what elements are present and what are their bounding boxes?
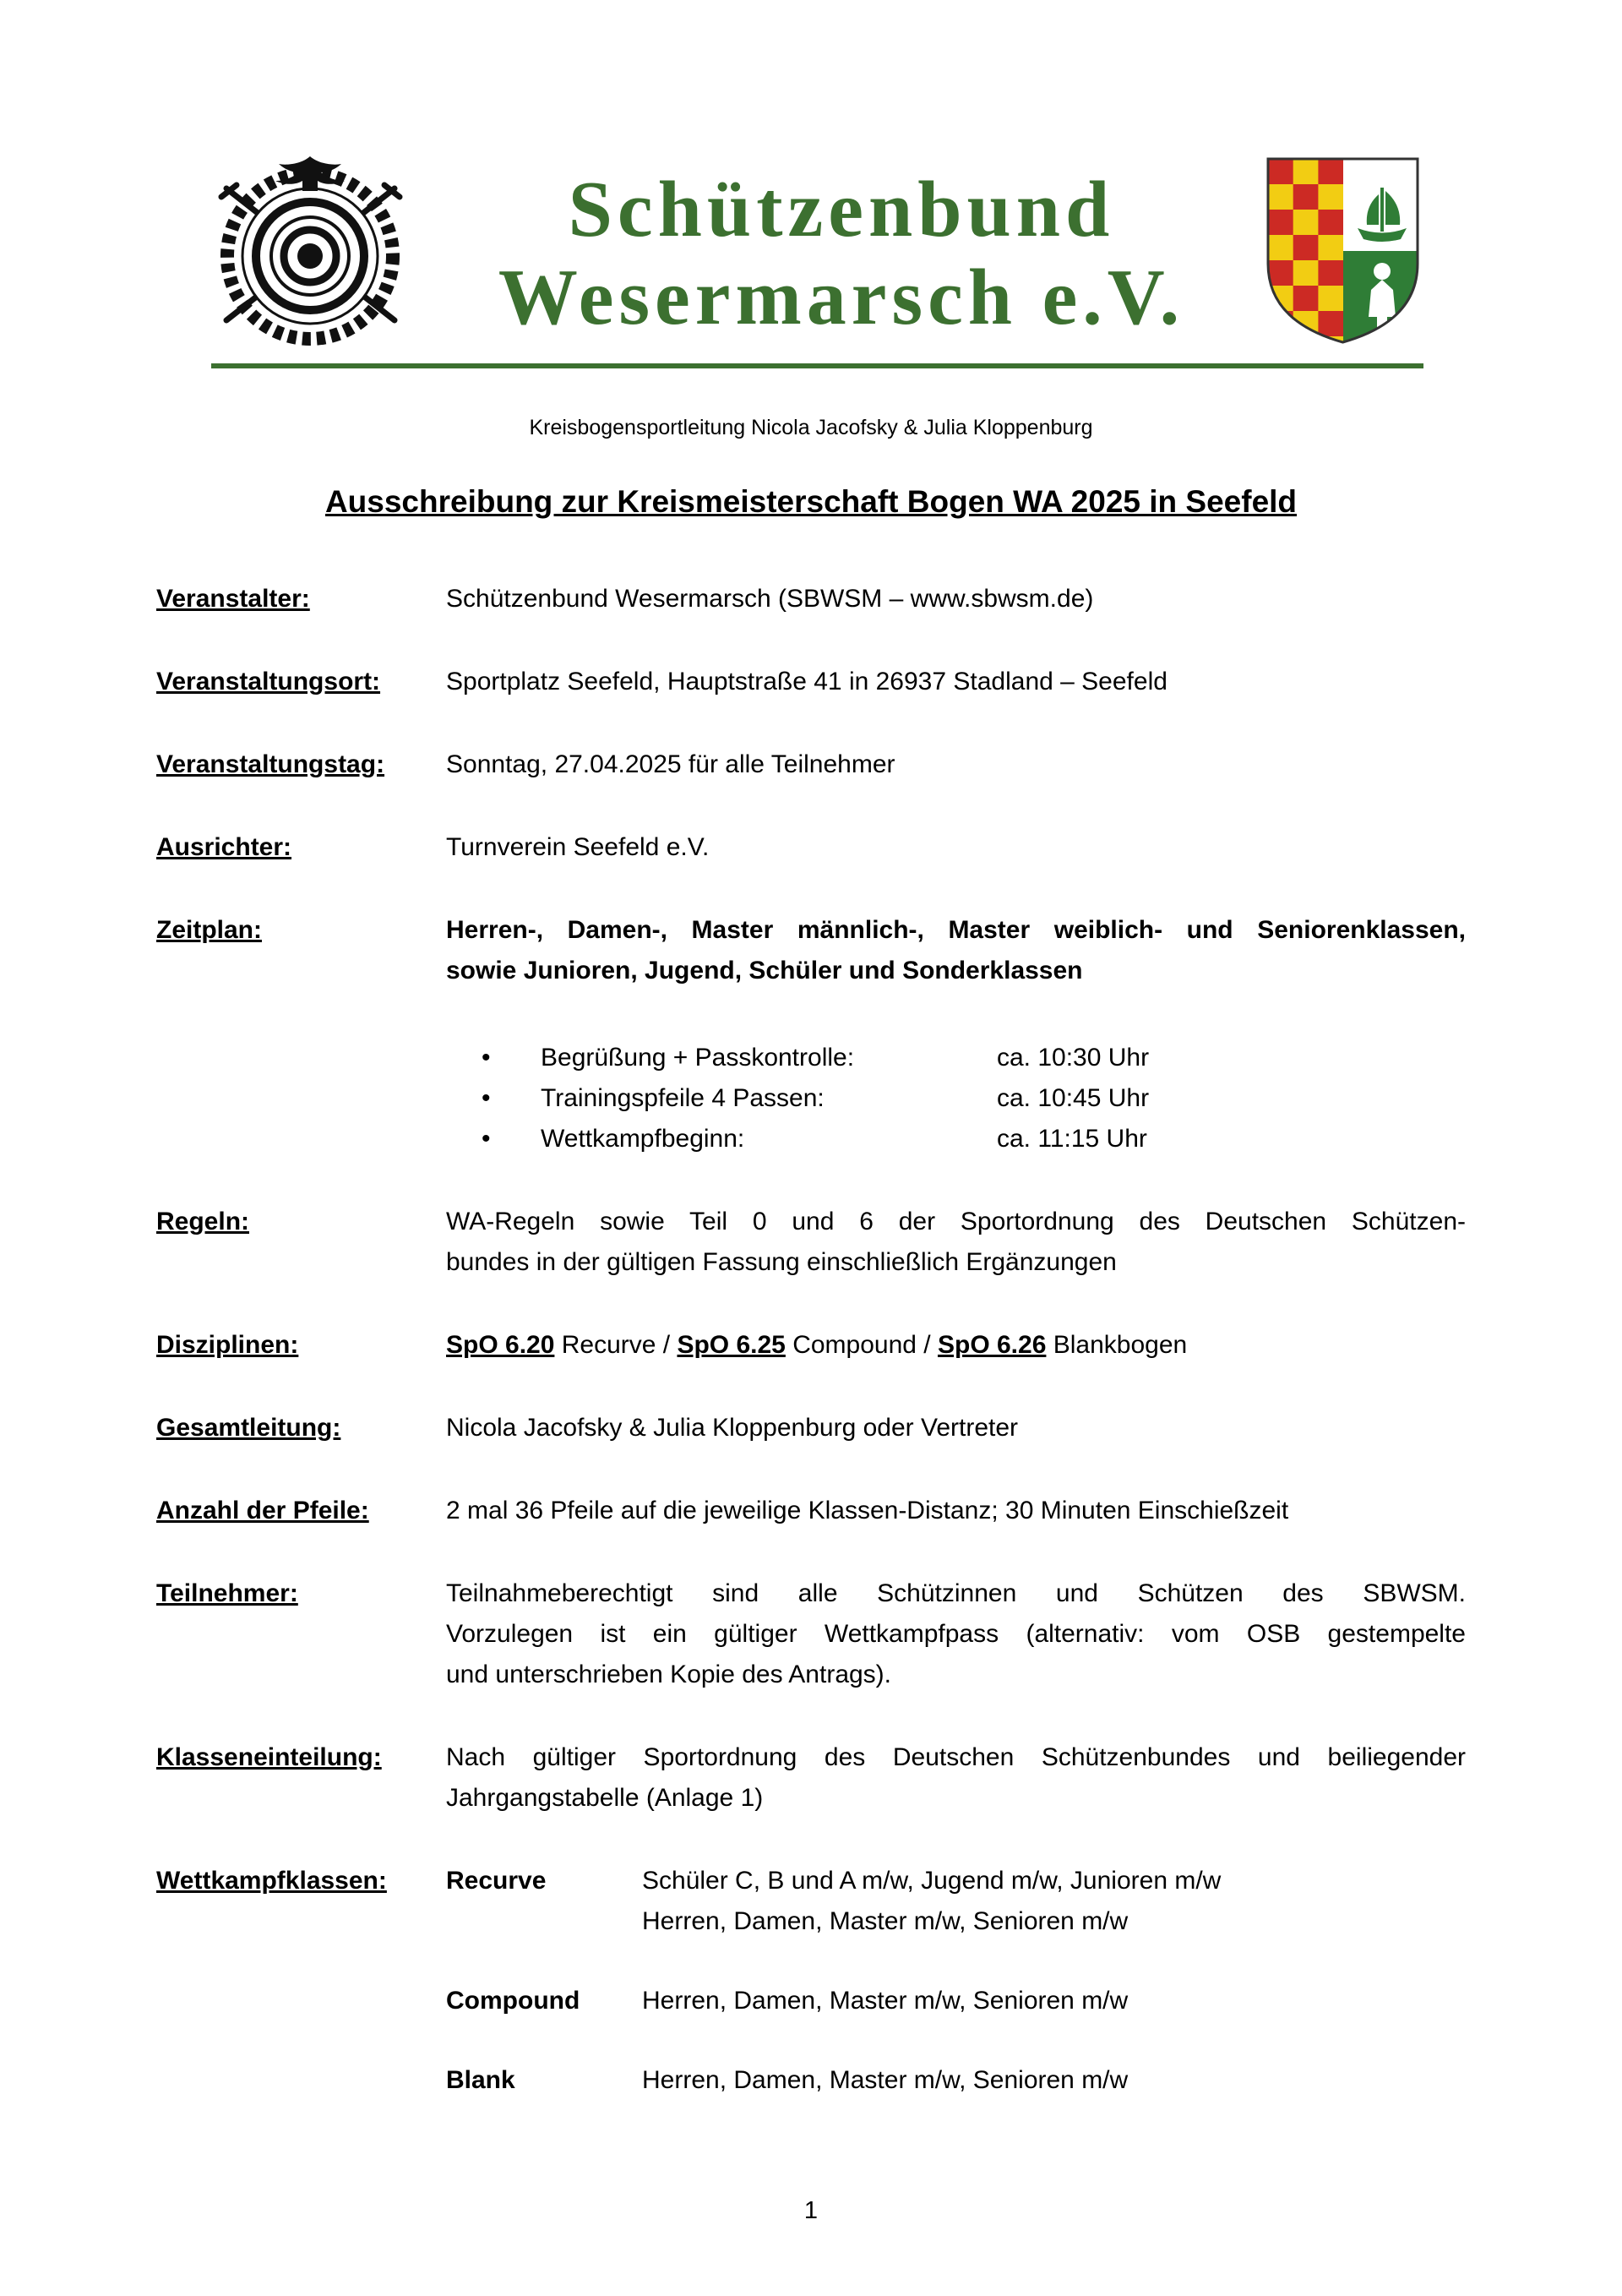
header-divider	[211, 363, 1423, 368]
section-klasseneinteilung	[156, 1737, 1466, 1819]
label-disziplinen: Disziplinen:	[156, 1331, 299, 1359]
text-veranstalter: Schützenbund Wesermarsch (SBWSM – www.sbwsm.de)	[446, 585, 1094, 613]
section-veranstaltungstag	[156, 744, 1466, 785]
class-discipline: Recurve	[446, 1867, 547, 1895]
schedule-item	[446, 1038, 1466, 1078]
zeitplan-heading-line1: Herren-, Damen-, Master männlich-, Master weiblich- und Seniorenklassen,	[446, 916, 1466, 944]
schedule-item	[446, 1119, 1466, 1159]
class-line: Herren, Damen, Master m/w, Senioren m/w	[642, 2066, 1129, 2094]
spo-code: SpO 6.20	[446, 1331, 555, 1359]
section-wettkampfklassen	[156, 1861, 1466, 2101]
section-anzahl-der-pfeile	[156, 1491, 1466, 1531]
schedule-item	[446, 1078, 1466, 1119]
coat-of-arms-icon	[1265, 155, 1421, 352]
text-anzahl-der-pfeile: 2 mal 36 Pfeile auf die jeweilige Klassen-Distanz; 30 Minuten Einschießzeit	[446, 1497, 1289, 1524]
class-discipline: Blank	[446, 2066, 515, 2094]
class-line: Herren, Damen, Master m/w, Senioren m/w	[642, 1907, 1129, 1935]
section-veranstalter	[156, 579, 1466, 619]
teilnehmer-line3: und unterschrieben Kopie des Antrags).	[446, 1661, 892, 1688]
organization-name	[418, 166, 1265, 341]
schedule-list	[446, 1038, 1466, 1159]
regeln-line1: WA-Regeln sowie Teil 0 und 6 der Sportordnung des Deutschen Schützen-	[446, 1208, 1466, 1235]
section-veranstaltungsort	[156, 662, 1466, 702]
section-regeln	[156, 1202, 1466, 1283]
section-teilnehmer	[156, 1573, 1466, 1695]
class-group-compound	[446, 1981, 1466, 2021]
label-anzahl-der-pfeile: Anzahl der Pfeile:	[156, 1497, 369, 1524]
klasseneinteilung-line2: Jahrgangstabelle (Anlage 1)	[446, 1784, 764, 1812]
zeitplan-heading-line2: sowie Junioren, Jugend, Schüler und Sonderklassen	[446, 957, 1083, 984]
header-subtitle: Kreisbogensportleitung Nicola Jacofsky & Julia Kloppenburg	[529, 416, 1093, 439]
schedule-item-label: Begrüßung + Passkontrolle:	[541, 1044, 855, 1072]
label-ausrichter: Ausrichter:	[156, 833, 292, 861]
label-zeitplan: Zeitplan:	[156, 916, 262, 944]
label-gesamtleitung: Gesamtleitung:	[156, 1414, 341, 1442]
schedule-item-time: ca. 11:15 Uhr	[997, 1125, 1147, 1153]
discipline-name: Blankbogen	[1046, 1331, 1188, 1359]
section-disziplinen	[156, 1325, 1466, 1366]
label-veranstaltungsort: Veranstaltungsort:	[156, 668, 381, 695]
page-footer	[0, 2197, 1622, 2225]
organization-name-line2: Wesermarsch e.V.	[498, 254, 1185, 341]
schedule-item-label: Wettkampfbeginn:	[541, 1125, 745, 1153]
bullet-icon	[446, 1119, 541, 1159]
text-gesamtleitung: Nicola Jacofsky & Julia Kloppenburg oder Vertreter	[446, 1414, 1019, 1442]
label-wettkampfklassen: Wettkampfklassen:	[156, 1867, 387, 1895]
section-ausrichter	[156, 827, 1466, 868]
page-number: 1	[803, 2197, 819, 2224]
document-body	[156, 579, 1466, 2101]
disziplinen-text	[446, 1325, 1466, 1366]
organization-name-line1: Schützenbund	[568, 166, 1115, 254]
bullet-icon	[446, 1038, 541, 1078]
label-veranstalter: Veranstalter:	[156, 585, 310, 613]
bullet-icon	[446, 1078, 541, 1119]
schedule-item-label: Trainingspfeile 4 Passen:	[541, 1084, 825, 1112]
class-group-recurve	[446, 1861, 1466, 1942]
text-veranstaltungstag: Sonntag, 27.04.2025 für alle Teilnehmer	[446, 750, 895, 778]
spo-code: SpO 6.25	[677, 1331, 786, 1359]
klasseneinteilung-line1: Nach gültiger Sportordnung des Deutschen Schützenbundes und beiliegender	[446, 1743, 1466, 1771]
label-veranstaltungstag: Veranstaltungstag:	[156, 750, 385, 778]
class-line: Herren, Damen, Master m/w, Senioren m/w	[642, 1987, 1129, 2015]
regeln-line2: bundes in der gültigen Fassung einschließlich Ergänzungen	[446, 1248, 1117, 1276]
spo-code: SpO 6.26	[937, 1331, 1047, 1359]
teilnehmer-line2: Vorzulegen ist ein gültiger Wettkampfpass (alternativ: vom OSB gestempelte	[446, 1620, 1466, 1648]
club-target-emblem-icon	[203, 153, 418, 354]
label-regeln: Regeln:	[156, 1208, 250, 1235]
class-line: Schüler C, B und A m/w, Jugend m/w, Junioren m/w	[642, 1867, 1222, 1895]
schedule-item-time: ca. 10:30 Uhr	[997, 1044, 1150, 1072]
discipline-name: Compound /	[785, 1331, 938, 1359]
label-teilnehmer: Teilnehmer:	[156, 1579, 298, 1607]
document-title: Ausschreibung zur Kreismeisterschaft Bogen WA 2025 in Seefeld	[324, 484, 1298, 519]
class-group-blank	[446, 2060, 1466, 2101]
document-header	[203, 152, 1421, 355]
class-discipline: Compound	[446, 1987, 580, 2015]
text-ausrichter: Turnverein Seefeld e.V.	[446, 833, 710, 861]
discipline-name: Recurve /	[554, 1331, 678, 1359]
teilnehmer-line1: Teilnahmeberechtigt sind alle Schützinnen und Schützen des SBWSM.	[446, 1579, 1466, 1607]
section-zeitplan	[156, 910, 1466, 1159]
schedule-item-time: ca. 10:45 Uhr	[997, 1084, 1150, 1112]
section-gesamtleitung	[156, 1408, 1466, 1448]
label-klasseneinteilung: Klasseneinteilung:	[156, 1743, 382, 1771]
text-veranstaltungsort: Sportplatz Seefeld, Hauptstraße 41 in 26937 Stadland – Seefeld	[446, 668, 1168, 695]
